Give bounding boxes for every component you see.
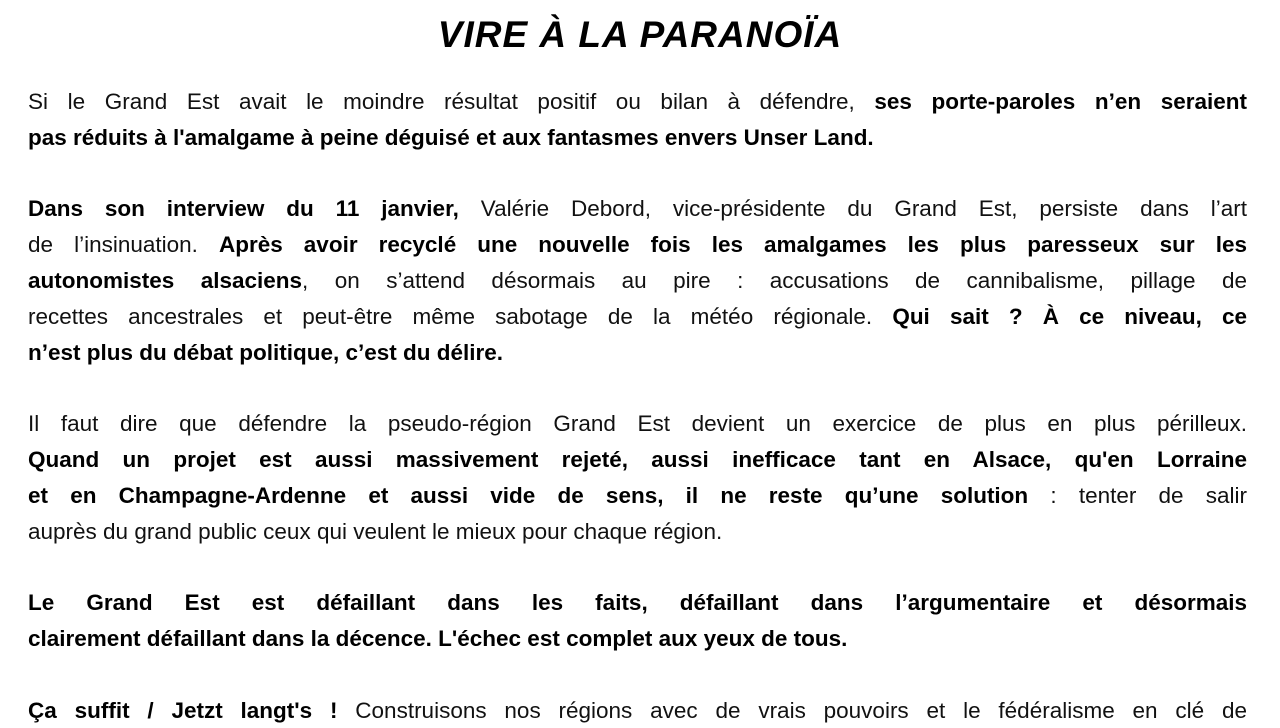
- text-line: [28, 191, 1247, 227]
- text-line: [28, 335, 1247, 371]
- text-line: [28, 621, 1247, 657]
- bold-text: clairement défaillant dans la décence. L'échec est complet aux yeux de tous.: [28, 625, 848, 651]
- bold-text: pas réduits à l'amalgame à peine déguisé et aux fantasmes envers Unser Land.: [28, 124, 874, 150]
- bold-text: ses porte-paroles n’en seraient: [874, 89, 1247, 114]
- text: Il faut dire que défendre la pseudo-région Grand Est devient un exercice de plus en plus périlleux.: [28, 411, 1247, 437]
- text: : tenter de salir: [1028, 482, 1247, 508]
- bold-text: Dans son interview du 11 janvier,: [28, 196, 459, 222]
- text: auprès du grand public ceux qui veulent le mieux pour chaque région.: [28, 518, 723, 544]
- paragraph: [28, 406, 1247, 549]
- paragraph: [28, 585, 1247, 657]
- article-body: [28, 84, 1247, 728]
- paragraph-gap: [28, 156, 1247, 192]
- paragraph-gap: [28, 657, 1247, 693]
- bold-text: autonomistes alsaciens: [28, 267, 303, 293]
- text-line: [28, 120, 1247, 156]
- paragraph: [28, 693, 1247, 728]
- text: recettes ancestrales et peut-être même sabotage de la météo régionale.: [28, 303, 893, 329]
- paragraph-gap: [28, 549, 1247, 585]
- text-line: [28, 84, 1247, 120]
- text-line: [28, 442, 1247, 478]
- article-title: VIRE À LA PARANOÏA: [437, 14, 843, 55]
- bold-text: Le Grand Est est défaillant dans les faits, défaillant dans l’argumentaire et désormais: [28, 590, 1247, 616]
- text-line: [28, 406, 1247, 442]
- text: Si le Grand Est avait le moindre résultat positif ou bilan à défendre,: [28, 89, 875, 114]
- text-line: [28, 227, 1247, 263]
- paragraph: [28, 191, 1247, 370]
- text-line: [28, 514, 1247, 550]
- text-line: [28, 585, 1247, 621]
- bold-text: et en Champagne-Ardenne et aussi vide de sens, il ne reste qu’une solution: [28, 482, 1029, 508]
- text: de l’insinuation.: [28, 232, 219, 258]
- paragraph-gap: [28, 370, 1247, 406]
- text: Valérie Debord, vice-présidente du Grand Est, persiste dans l’art: [458, 196, 1247, 222]
- text: , on s’attend désormais au pire : accusations de cannibalisme, pillage de: [302, 267, 1247, 293]
- bold-text: n’est plus du débat politique, c’est du délire.: [28, 339, 504, 365]
- paragraph: [28, 84, 1247, 156]
- bold-text: Après avoir recyclé une nouvelle fois les amalgames les plus paresseux sur les: [218, 232, 1247, 258]
- bold-text: Quand un projet est aussi massivement rejeté, aussi inefficace tant en Alsace, qu'en Lorraine: [28, 446, 1247, 472]
- text-line: [28, 478, 1247, 514]
- text: Construisons nos régions avec de vrais pouvoirs et le fédéralisme en clé de: [337, 697, 1247, 723]
- text-line: [28, 263, 1247, 299]
- text-line: [28, 693, 1247, 728]
- bold-text: Qui sait ? À ce niveau, ce: [892, 303, 1247, 329]
- text-line: [28, 299, 1247, 335]
- bold-text: Ça suffit / Jetzt langt's !: [28, 697, 338, 723]
